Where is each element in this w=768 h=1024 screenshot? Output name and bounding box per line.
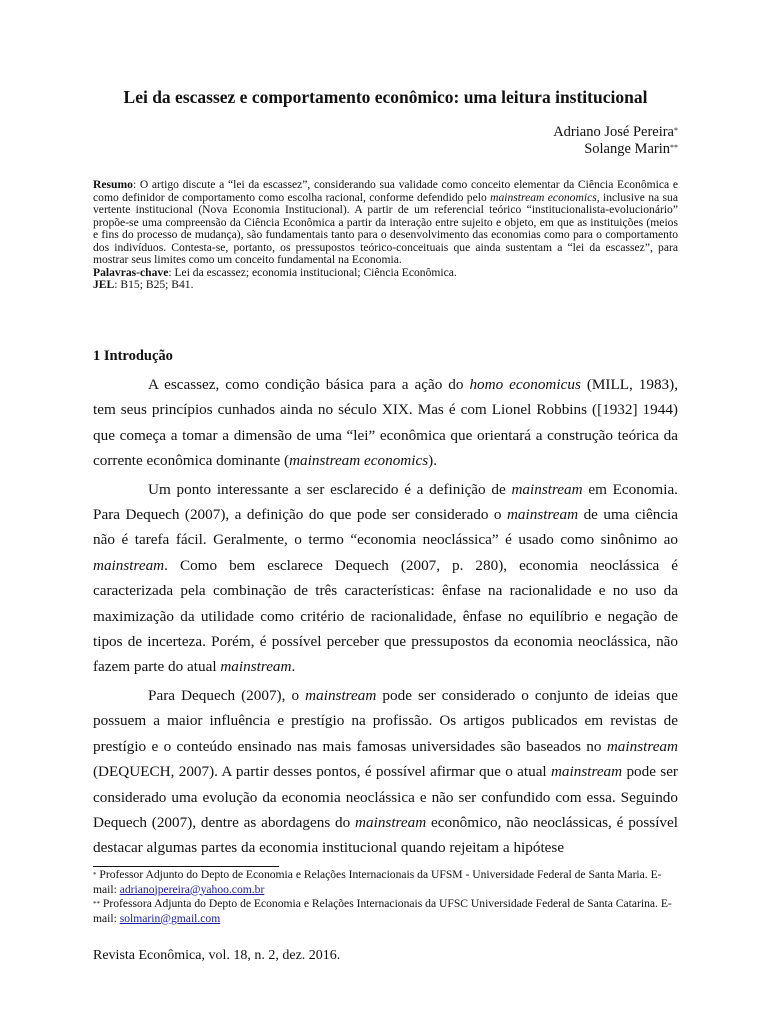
paper-title: Lei da escassez e comportamento econômico: uma leitura institucional bbox=[123, 87, 648, 107]
email-link-1[interactable]: adrianojpereira@yahoo.com.br bbox=[119, 882, 265, 896]
author-2: Solange Marin** bbox=[584, 141, 678, 157]
author-1-footnote-mark: * bbox=[674, 126, 678, 135]
paragraph-2: Um ponto interessante a ser esclarecido é a definição de mainstream em Economia. Para Dequech (2007), a definição do que pode ser considerado o mainstream de uma ciência não é tarefa fácil. Geralmente, o termo “economia neoclássica” é usado como sinônimo ao mainstream. Como bem esclarece Dequech (2007, p. 280), economia neoclássica é caracterizada pela combinação de três características: ênfase na racionalidade e no uso da maximização da utilidade como critério de racionalidade, ênfase no equilíbrio e negação de tipos de incerteza. Porém, é possível perceber que pressupostos da economia neoclássica, não fazem parte do atual mainstream. bbox=[93, 480, 678, 676]
journal-citation: Revista Econômica, vol. 18, n. 2, dez. 2016. bbox=[93, 948, 341, 963]
author-list bbox=[553, 124, 678, 158]
body-text bbox=[93, 372, 678, 864]
footnote-divider bbox=[93, 866, 279, 867]
keywords: Palavras-chave: Lei da escassez; economia institucional; Ciência Econômica. bbox=[93, 265, 457, 279]
abstract-text: Resumo: O artigo discute a “lei da escassez”, considerando sua validade como conceito elementar da Ciência Econômica e como definidor de comportamento como escolha racional, conforme defendido pelo mainstream economics, inclusive na sua vertente institucional (Nova Economia Institucional). A partir de um referencial teórico “institucionalista-evolucionário” propõe-se uma compreensão da Ciência Econômica a partir da interação entre sujeito e objeto, em que as instituições (meios e fins do processo de mudança), são fundamentais tanto para o desenvolvimento das economias como para o comportamento dos indivíduos. Contesta-se, portanto, os pressupostos teórico-conceituais que ainda sustentam a “lei da escassez”, para mostrar seus limites como um conceito fundamental na Economia. bbox=[93, 178, 678, 266]
author-2-footnote-mark: ** bbox=[670, 143, 678, 152]
footnote-1: * Professor Adjunto do Depto de Economia e Relações Internacionais da UFSM - Universidade Federal de Santa Maria. E-mail: adrianojpereira@yahoo.com.br bbox=[93, 868, 662, 896]
section-heading: 1 Introdução bbox=[93, 348, 173, 364]
abstract bbox=[93, 179, 678, 292]
keywords-label: Palavras-chave bbox=[93, 265, 169, 279]
jel-label: JEL bbox=[93, 278, 115, 291]
author-1: Adriano José Pereira* bbox=[553, 124, 678, 140]
jel-codes: JEL: B15; B25; B41. bbox=[93, 278, 194, 291]
abstract-label: Resumo bbox=[93, 178, 133, 191]
email-link-2[interactable]: solmarin@gmail.com bbox=[119, 911, 221, 925]
footnote-2: ** Professora Adjunta do Depto de Economia e Relações Internacionais da UFSC Universidade Federal de Santa Catarina. E-mail: solmarin@gmail.com bbox=[93, 897, 672, 925]
paragraph-3: Para Dequech (2007), o mainstream pode ser considerado o conjunto de ideias que possuem a maior influência e prestígio na profissão. Os artigos publicados em revistas de prestígio e o conteúdo ensinado nas mais famosas universidades são baseados no mainstream (DEQUECH, 2007). A partir desses pontos, é possível afirmar que o atual mainstream pode ser considerado uma evolução da economia neoclássica e não ser confundido com essa. Seguindo Dequech (2007), dentre as abordagens do mainstream econômico, não neoclássicas, é possível destacar algumas partes da economia institucional quando rejeitam a hipótese bbox=[93, 686, 679, 857]
paragraph-1: A escassez, como condição básica para a ação do homo economicus (MILL, 1983), tem seus princípios cunhados ainda no século XIX. Mas é com Lionel Robbins ([1932] 1944) que começa a tomar a dimensão de uma “lei” econômica que orientará a construção teórica da corrente econômica dominante (mainstream economics). bbox=[93, 376, 679, 470]
footnotes bbox=[93, 868, 678, 926]
